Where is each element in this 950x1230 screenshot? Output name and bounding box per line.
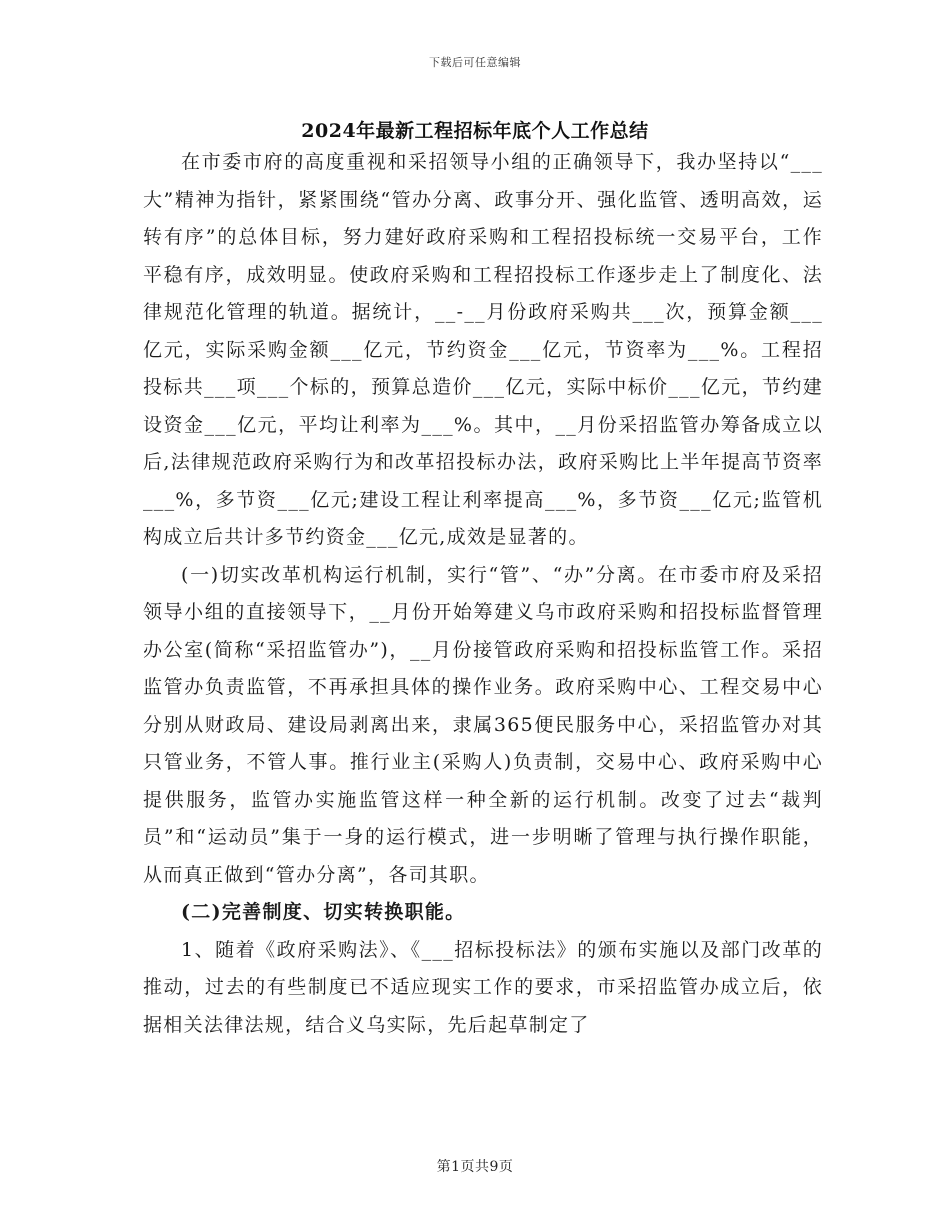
document-body [143, 144, 823, 1044]
paragraph-item-1: 1、随着《政府采购法》、《___招标投标法》的颁布实施以及部门改革的推动，过去的有些制度已不适应现实工作的要求，市采招监管办成立后，依据相关法律法规，结合义乌实际，先后起草制定了 [143, 938, 823, 1036]
section-heading-2: (二)完善制度、切实转换职能。 [181, 901, 466, 923]
page-header: 下载后可任意编辑 [429, 56, 521, 69]
paragraph-section-1: (一)切实改革机构运行机制，实行“管”、“办”分离。在市委市府及采招领导小组的直接领导下，__月份开始筹建义乌市政府采购和招投标监督管理办公室(简称“采招监管办”)，__月份接管政府采购和招投标监管工作。采招监管办负责监管，不再承担具体的操作业务。政府采购中心、工程交易中心分别从财政局、建设局剥离出来，隶属365便民服务中心，采招监管办对其只管业务，不管人事。推行业主(采购人)负责制，交易中心、政府采购中心提供服务，监管办实施监管这样一种全新的运行机制。改变了过去“裁判员”和“运动员”集于一身的运行模式，进一步明晰了管理与执行操作职能，从而真正做到“管办分离”，各司其职。 [143, 563, 823, 886]
document-title: 2024年最新工程招标年底个人工作总结 [301, 120, 649, 142]
paragraph-intro: 在市委市府的高度重视和采招领导小组的正确领导下，我办坚持以“___大”精神为指针，紧紧围绕“管办分离、政事分开、强化监管、透明高效，运转有序”的总体目标，努力建好政府采购和工程招投标统一交易平台，工作平稳有序，成效明显。使政府采购和工程招投标工作逐步走上了制度化、法律规范化管理的轨道。据统计，__-__月份政府采购共___次，预算金额___亿元，实际采购金额___亿元，节约资金___亿元，节资率为___%。工程招投标共___项___个标的，预算总造价___亿元，实际中标价___亿元，节约建设资金___亿元，平均让利率为___%。其中，__月份采招监管办筹备成立以后,法律规范政府采购行为和改革招投标办法，政府采购比上半年提高节资率___%，多节资___亿元;建设工程让利率提高___%，多节资___亿元;监管机构成立后共计多节约资金___亿元,成效是显著的。 [143, 151, 823, 548]
page-footer: 第1页共9页 [436, 1159, 514, 1175]
